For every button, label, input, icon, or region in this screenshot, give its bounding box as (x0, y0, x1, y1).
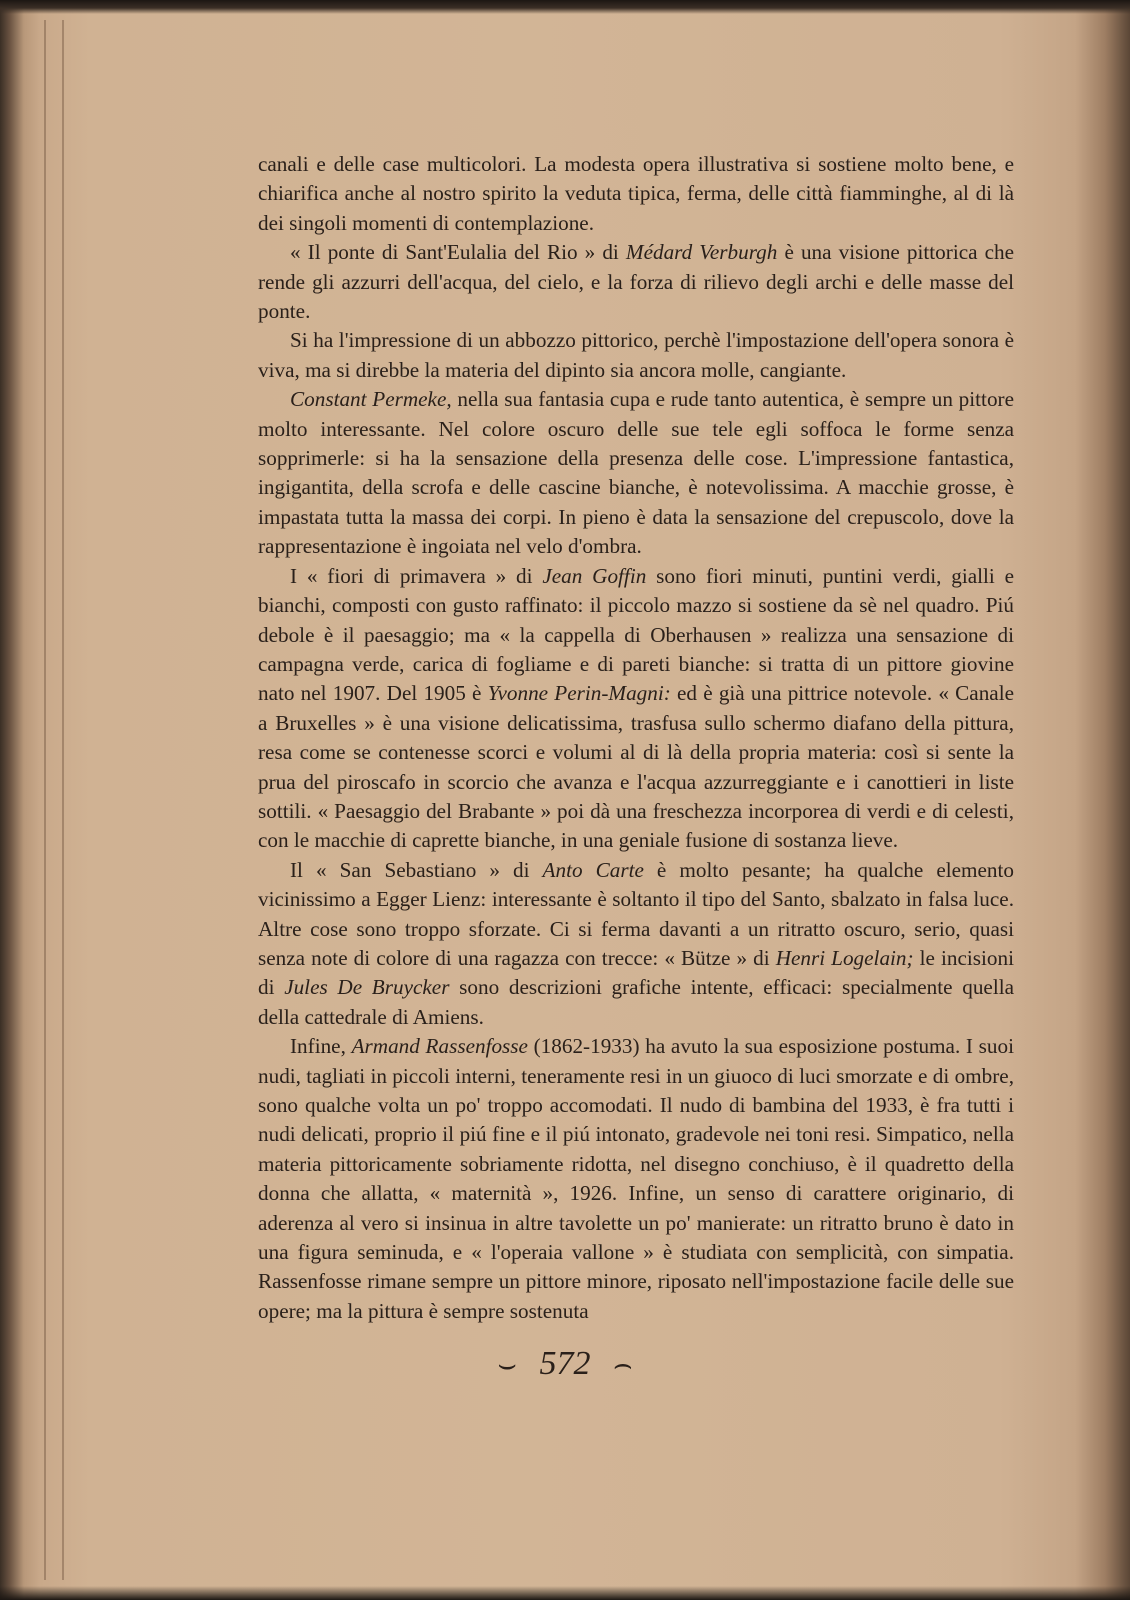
italic-name: Jules De Bruycker (284, 975, 450, 1000)
paragraph (258, 238, 1014, 326)
text-run: è una visione pittorica che rende gli azzurri dell'acqua, del cielo, e la forza di rilievo degli archi e delle masse del ponte. (258, 240, 1014, 324)
italic-name: Constant Permeke, (290, 387, 452, 412)
text-run: sono fiori minuti, puntini verdi, gialli e bianchi, composti con gusto raffinato: il piccolo mazzo si sostiene da sè nel quadro. Piú debole è il paesaggio; ma « la cappella di Oberhausen » realizza una sensazione di campagna verde, carica di fogliame e di pareti bianche: si tratta di un pittore giovine nato nel 1907. Del 1905 è (258, 563, 1014, 706)
page-number: 572 (539, 1345, 591, 1382)
text-run: le incisioni di (258, 945, 1014, 1000)
italic-name: Yvonne Perin-Magni: (487, 681, 671, 706)
italic-name: Anto Carte (542, 857, 644, 882)
paragraph (258, 326, 1014, 385)
text-run: nella sua fantasia cupa e rude tanto autentica, è sempre un pittore molto interessante. Nel colore oscuro delle sue tele egli soffoca le forme senza sopprimerle: si ha la sensazione della presenza delle cose. L'impressione fantastica, ingigantita, della scrofa e delle cascine bianche, è notevolissima. A macchie grosse, è impastata tutta la massa dei corpi. In pieno è data la sensazione del crepuscolo, dove la rappresentazione è ingoiata nel velo d'ombra. (258, 387, 1014, 559)
italic-name: Médard Verburgh (625, 240, 778, 265)
text-run: canali e delle case multicolori. La modesta opera illustrativa si sostiene molto bene, e chiarifica anche al nostro spirito la veduta tipica, ferma, delle città fiamminghe, al di là dei singoli momenti di contemplazione. (258, 152, 1014, 235)
paragraph (258, 385, 1014, 561)
ornament-right: ⌢ (613, 1348, 633, 1381)
text-run: sono descrizioni grafiche intente, efficaci: specialmente quella della cattedrale di Amiens. (258, 975, 1015, 1029)
text-run: Si ha l'impressione di un abbozzo pittorico, perchè l'impostazione dell'opera sonora è viva, ma si direbbe la materia del dipinto sia ancora molle, cangiante. (258, 328, 1014, 382)
text-run: (1862-1933) ha avuto la sua esposizione postuma. I suoi nudi, tagliati in piccoli interni, teneramente resi in un giuoco di luci smorzate e di ombre, sono qualche volta un po' troppo accomodati. Il nudo di bambina del 1933, è fra tutti i nudi delicati, proprio il piú fine e il piú intonato, gradevole nei toni resi. Simpatico, nella materia pittoricamente sobriamente ridotta, nel disegno conchiuso, è il quadretto della donna che allatta, « maternità », 1926. Infine, un senso di carattere originario, di aderenza al vero si insinua in altre tavolette un po' manierate: un ritratto bruno è dato in una figura seminuda, e « l'operaia vallone » è studiata con semplicità, con simpatia. Rassenfosse rimane sempre un pittore minore, riposato nell'impostazione facile delle sue opere; ma la pittura è sempre sostenuta (258, 1034, 1014, 1323)
paragraph (258, 856, 1014, 1032)
ornament-left: ⌣ (497, 1348, 517, 1381)
paragraph (258, 562, 1014, 856)
text-run: ed è già una pittrice notevole. « Canale a Bruxelles » è una visione delicatissima, trasfusa sullo schermo diafano della pittura, resa come se contenesse scorci e volumi al di là della propria materia: così si sente la prua del piroscafo in scorcio che avanza e l'acqua azzurreggiante e i canottieri in liste sottili. « Paesaggio del Brabante » poi dà una freschezza incorporea di verdi e di celesti, con le macchie di caprette bianche, in una geniale fusione di sostanza lieve. (258, 681, 1014, 853)
page-footer (0, 1345, 1130, 1383)
text-run: è molto pesante; ha qualche elemento vicinissimo a Egger Lienz: interessante è soltanto il tipo del Santo, sbalzato in falsa luce. Altre cose sono troppo sforzate. Ci si ferma davanti a un ritratto oscuro, serio, quasi senza note di colore di una ragazza con trecce: « Bütze » di (258, 857, 1015, 970)
body-text (258, 150, 1014, 1326)
italic-name: Henri Logelain; (775, 945, 914, 970)
italic-name: Armand Rassenfosse (351, 1034, 528, 1059)
text-run: Infine, (290, 1034, 352, 1059)
paragraph (258, 1032, 1014, 1326)
paragraph (258, 150, 1014, 238)
text-run: Il « San Sebastiano » di (290, 857, 543, 882)
text-run: « Il ponte di Sant'Eulalia del Rio » di (290, 240, 626, 265)
italic-name: Jean Goffin (542, 563, 647, 588)
text-run: I « fiori di primavera » di (290, 563, 543, 588)
